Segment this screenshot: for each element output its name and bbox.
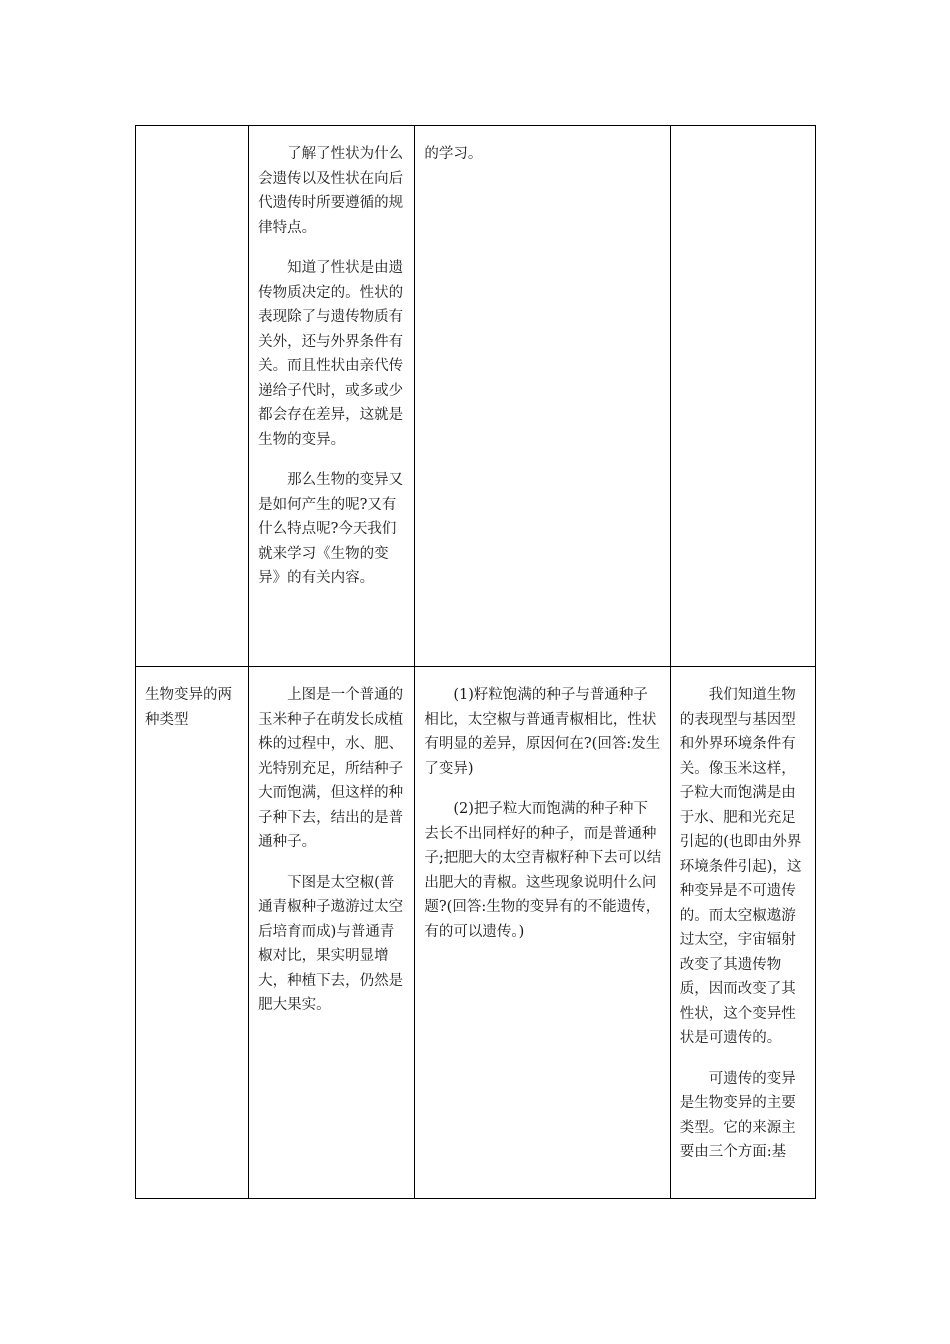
- row2-design-paragraph-2: 可遗传的变异是生物变异的主要类型。它的来源主要由三个方面:基: [679, 1070, 796, 1160]
- row2-teacher-activity-cell: [249, 667, 415, 1199]
- row2-design-paragraph-1: 我们知道生物的表现型与基因型和外界环境条件有关。像玉米这样，子粒大而饱满是由于水、肥和光充足引起的(也即由外界环境条件引起)，这种变异是不可遗传的。而太空椒遨游过太空，宇宙辐射改变了其遗传物质，因而改变了其性状，这个变异性状是可遗传的。: [679, 687, 802, 1046]
- row2-student-activity-cell: [415, 667, 670, 1199]
- row1-student-paragraph-1: 的学习。: [424, 146, 483, 162]
- row2-student-paragraph-2: (2)把子粒大而饱满的种子种下去长不出同样好的种子，而是普通种子;把肥大的太空青椒籽种下去可以结出肥大的青椒。这些现象说明什么问题?(回答:生物的变异有的不能遗传，有的可以遗传。): [424, 801, 662, 940]
- row1-teacher-activity-cell: [249, 126, 415, 667]
- row2-topic-text: 生物变异的两种类型: [145, 687, 232, 728]
- row2-student-paragraph-1: (1)籽粒饱满的种子与普通种子相比，太空椒与普通青椒相比，性状有明显的差异，原因何在?(回答:发生了变异): [424, 687, 661, 777]
- row2-design-intent-cell: [670, 667, 815, 1199]
- row1-student-activity-cell: [415, 126, 670, 667]
- table-row: [136, 667, 816, 1199]
- row2-teacher-paragraph-2: 下图是太空椒(普通青椒种子遨游过太空后培育而成)与普通青椒对比，果实明显增大，种植下去，仍然是肥大果实。: [258, 874, 404, 1013]
- row2-teacher-paragraph-1: 上图是一个普通的玉米种子在萌发长成植株的过程中，水、肥、光特别充足，所结种子大而饱满，但这样的种子种下去，结出的是普通种子。: [258, 687, 404, 850]
- row1-teacher-paragraph-3: 那么生物的变异又是如何产生的呢?又有什么特点呢?今天我们就来学习《生物的变异》的有关内容。: [258, 472, 404, 586]
- row2-topic-cell: [136, 667, 249, 1199]
- row1-design-intent-cell: [670, 126, 815, 667]
- row1-teacher-paragraph-2: 知道了性状是由遗传物质决定的。性状的表现除了与遗传物质有关外，还与外界条件有关。而且性状由亲代传递给子代时，或多或少都会存在差异，这就是生物的变异。: [258, 260, 404, 448]
- lesson-plan-table: [135, 125, 816, 1199]
- row1-topic-cell: [136, 126, 249, 667]
- table-row: [136, 126, 816, 667]
- row1-teacher-paragraph-1: 了解了性状为什么会遗传以及性状在向后代遗传时所要遵循的规律特点。: [258, 146, 404, 236]
